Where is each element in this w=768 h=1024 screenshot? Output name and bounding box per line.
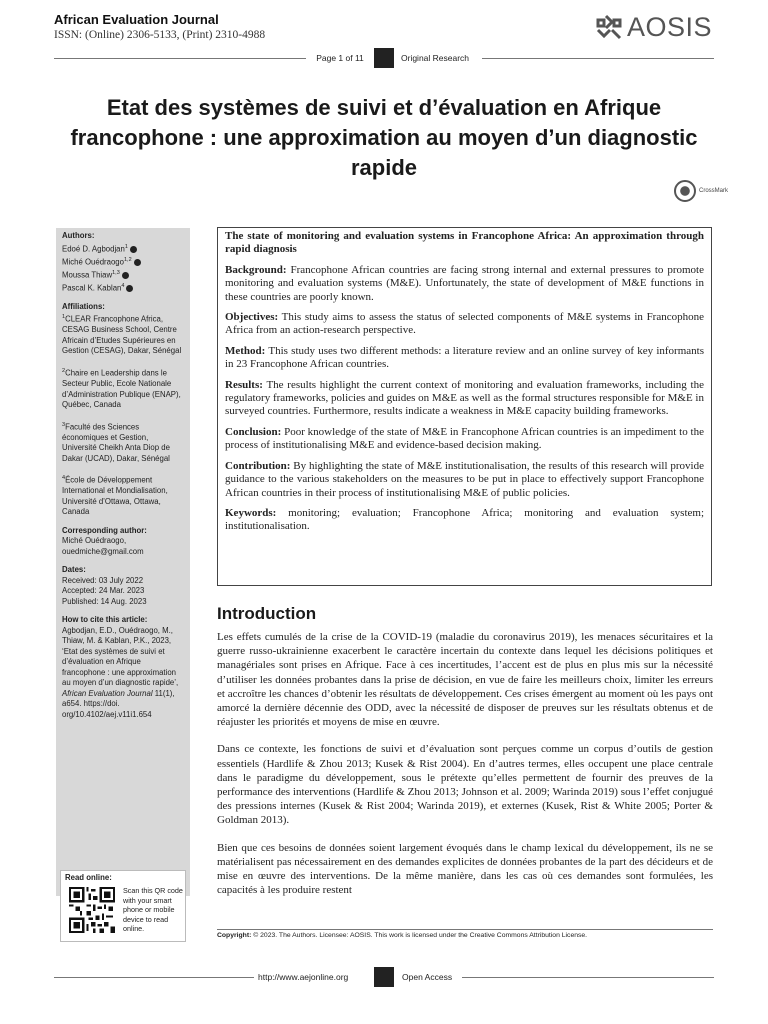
publisher-logo[interactable] (594, 12, 712, 42)
authors-heading: Authors: (62, 231, 95, 240)
article-info-sidebar (56, 228, 190, 896)
abstract-method: Method: This study uses two different methods: a literature review and an online survey of key informants in 23 Francophone African countries. (225, 344, 704, 371)
cite-text: Agbodjan, E.D., Ouédraogo, M., Thiaw, M. & Kablan, P.K., 2023, ‘Etat des systèmes de suivi et d’évaluation en Afrique francophone : une approximation au moyen d’un diagnostic rapide’, (62, 625, 179, 688)
issn: ISSN: (Online) 2306-5133, (Print) 2310-4988 (54, 29, 266, 41)
corresponding-name: Miché Ouédraogo, (62, 536, 127, 546)
read-online-box (60, 870, 186, 942)
header-block-marker (374, 48, 394, 68)
authors-section (62, 231, 184, 294)
footer-divider-left (54, 977, 254, 978)
author-item: Edoé D. Agbodjan$^1$ (62, 242, 184, 255)
affiliation-item: $^4$École de Développement International et Mondialisation, Université d’Ottawa, Ottawa, Canada (62, 475, 168, 517)
footer-open-access: Open Access (402, 972, 453, 982)
article-title: Etat des systèmes de suivi et d’évaluation en Afrique francophone : une approximation au moyen d’un diagnostic rapide (70, 95, 698, 180)
article-type: Original Research (401, 53, 470, 63)
body-paragraph: Les effets cumulés de la crise de la COVID-19 (maladie du coronavirus 2019), les menaces sécuritaires et la guerre russo-ukrainienne exacerbent le caractère incertain du contexte dans lequel les décisions politiques et managériales sont prises en Afrique. Face à ces incertitudes, l’accent est de plus en plus mis sur la nécessité d’utiliser les données probantes dans la prise de décision, en vue de faire les meilleurs choix, limiter les erreurs et accroître les chances d’obtenir les résultats de développement. Ces crises émergent au moment où les pays ont amorcé la dernière décennie des ODD, avec la nécessité de disposer de preuves sur les résultats obtenus et de réajuster les priorités et moyens de mise en œuvre. (217, 631, 713, 729)
corresponding-heading: Corresponding author: (62, 525, 147, 535)
cite-journal: African Evaluation Journal (62, 688, 153, 698)
abstract-objectives: Objectives: This study aims to assess the status of selected components of M&E systems in Francophone Africa from an action-research perspective. (225, 311, 704, 337)
crossmark-badge[interactable] (674, 180, 728, 202)
corresponding-author-section (62, 526, 184, 558)
date-accepted: Accepted: 24 Mar. 2023 (62, 586, 145, 596)
affiliations-section (62, 302, 184, 518)
abstract-title: The state of monitoring and evaluation systems in Francophone Africa: An approximation through rapid diagnosis (225, 230, 704, 256)
dates-section (62, 565, 184, 607)
corresponding-email[interactable]: ouedmiche@gmail.com (62, 546, 144, 556)
orcid-icon[interactable] (126, 285, 133, 292)
author-item: Moussa Thiaw$^{1,3}$ (62, 268, 184, 281)
copyright-notice: Copyright: © 2023. The Authors. Licensee: AOSIS. This work is licensed under the Creative Commons Attribution License. (217, 929, 713, 939)
affiliation-item: $^1$CLEAR Francophone Africa, CESAG Business School, Centre Africain d’Etudes Supérieures en Gestion (CESAG), Dakar, Sénégal (62, 314, 182, 356)
cite-heading: How to cite this article: (62, 615, 148, 625)
orcid-icon[interactable] (122, 272, 129, 279)
abstract-keywords: Keywords: monitoring; evaluation; Francophone Africa; monitoring and evaluation system; institutionalisation. (225, 506, 705, 533)
affiliation-item: $^3$Faculté des Sciences économiques et Gestion, Université Cheikh Anta Diop de Dakar (UCAD), Dakar, Sénégal (62, 421, 170, 463)
date-published: Published: 14 Aug. 2023 (62, 596, 147, 606)
affiliations-heading: Affiliations: (62, 301, 105, 311)
abstract-box (217, 227, 712, 586)
abstract-background: Background: Francophone African countries are facing strong internal and external pressures to promote monitoring and evaluation systems (M&E). Unfortunately, the state of development of M&E functions in these countries are poorly known. (225, 263, 704, 303)
abstract-contribution: Contribution: By highlighting the state of M&E institutionalisation, the results of this research will provide guidance to the various stakeholders on the measures to be put in place to effectively support Francophone African countries in their process of institutionalising M&E of public policies. (225, 459, 704, 499)
cite-doi[interactable]: 11(1), a654. https://doi. org/10.4102/aej.v11i1.654 (62, 688, 175, 719)
footer-block-marker (374, 967, 394, 987)
orcid-icon[interactable] (130, 246, 137, 253)
header-divider-right (482, 58, 714, 59)
page-number: Page 1 of 11 (316, 53, 364, 63)
read-online-text: Scan this QR code with your smart phone or mobile device to read online. (123, 886, 183, 933)
dates-heading: Dates: (62, 565, 86, 575)
crossmark-icon (674, 180, 696, 202)
body-text (217, 630, 713, 910)
footer-divider-right (462, 977, 714, 978)
orcid-icon[interactable] (134, 259, 141, 266)
abstract-results: Results: The results highlight the current context of monitoring and evaluation frameworks, including the regulatory frameworks, policies and guides on M&E as well as the formal structures responsible for M&E in surveyed countries. Furthermore, results indicate a weakness in M&E capacity building frameworks. (225, 378, 704, 418)
citation-section (62, 615, 184, 720)
aosis-logo-icon (594, 12, 624, 42)
body-paragraph: Bien que ces besoins de données soient largement évoqués dans le champ lexical du développement, ils ne se matérialisent pas nécessairement en des demandes explicites de données probantes de la part des décideurs et de mise en œuvre des interventions. De la même manière, dans les cas où ces demandes sont formulées, les capacités à les produire restent (217, 841, 713, 897)
author-item: Miché Ouédraogo$^{1,2}$ (62, 255, 184, 268)
abstract-conclusion: Conclusion: Poor knowledge of the state of M&E in Francophone African countries is an impediment to the process of institutionalising M&E and evidence-based decision making. (225, 425, 704, 452)
affiliation-item: $^2$Chaire en Leadership dans le Secteur Public, Ecole Nationale d’Administration Publique (ENAP), Québec, Canada (62, 367, 181, 410)
body-paragraph: Dans ce contexte, les fonctions de suivi et d’évaluation sont perçues comme un corpus d’outils de gestion essentiels (Hardlife & Zhou 2013; Kusek & Rist 2004). En d’autres termes, elles occupent une place centrale dans le paradigme du développement, sous le prétexte qu’elles permettent de fournir des preuves de la performance des interventions (Hardlife & Zhou 2013; Johnson et al. 2009; Warinda 2019) sous l’effet conjugué des pressions internes (Kusek & Rist 2004; Warinda 2019), et externes (Kusek, Rist & White 2005; Porter & Goldman 2013). (217, 743, 713, 827)
date-received: Received: 03 July 2022 (62, 575, 144, 585)
section-heading: Introduction (217, 604, 317, 623)
journal-name: African Evaluation Journal (54, 12, 219, 27)
author-item: Pascal K. Kablan$^4$ (62, 281, 184, 294)
header-divider-left (54, 58, 306, 59)
qr-code-icon[interactable] (69, 887, 115, 933)
footer-url[interactable]: http://www.aejonline.org (258, 972, 349, 982)
read-online-heading: Read online: (65, 873, 112, 882)
crossmark-label: CrossMark (699, 188, 729, 194)
publisher-name: AOSIS (627, 12, 713, 42)
